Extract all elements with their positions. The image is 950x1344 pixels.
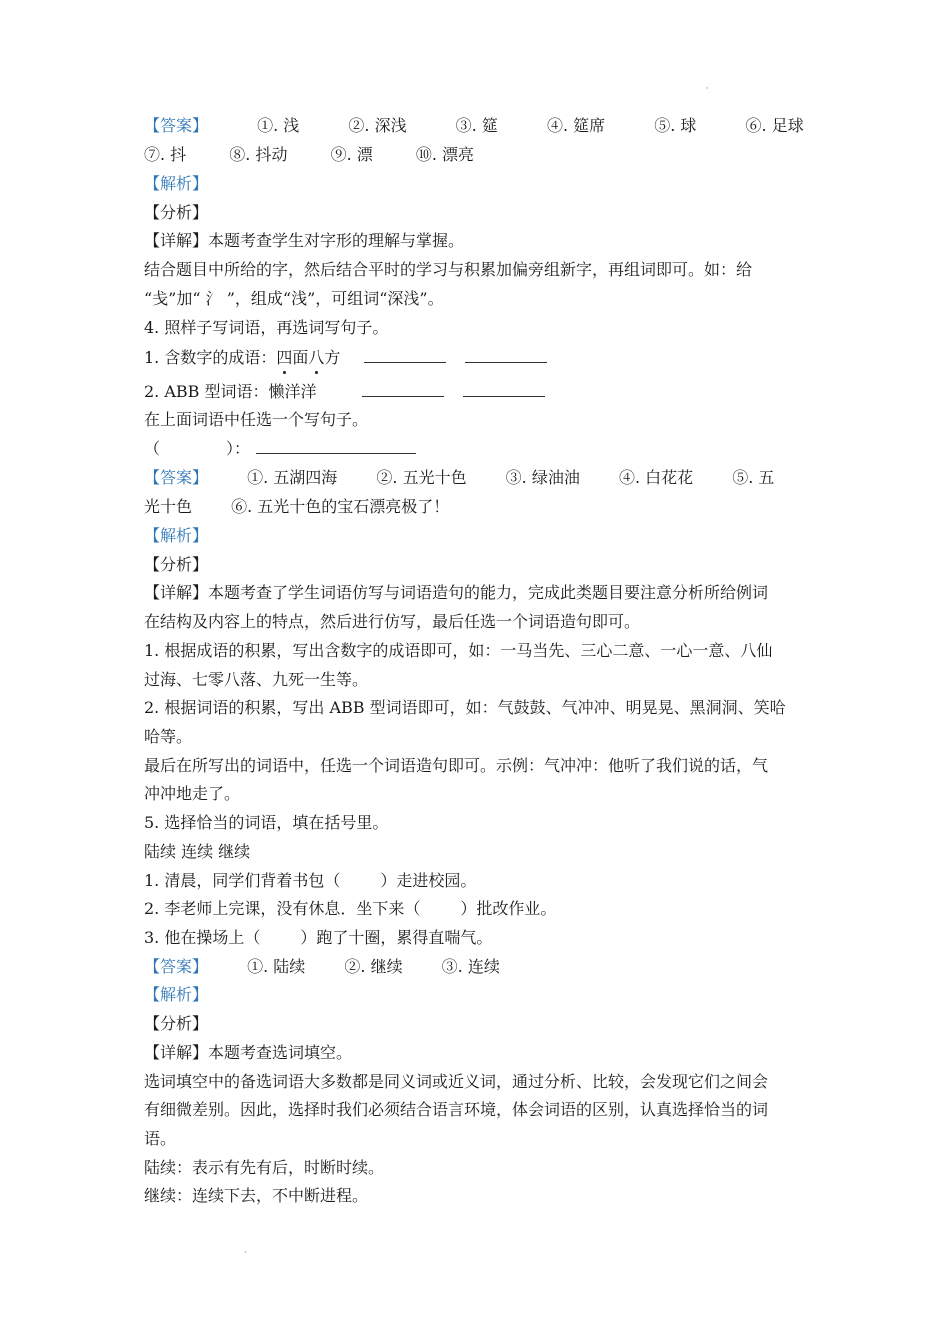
body-text: 2. 根据词语的积累，写出 ABB 型词语即可，如：气鼓鼓、气冲冲、明晃晃、黑洞洞、笑哈 [144, 698, 786, 717]
question-line [144, 380, 545, 404]
sentence-part: 2. 李老师上完课，没有休息．坐下来（ [144, 899, 421, 918]
body-text: 冲冲地走了。 [144, 784, 241, 803]
answer-item: ①. 浅 [257, 116, 300, 135]
word-options: 陆续 连续 继续 [144, 842, 251, 861]
body-text: 最后在所写出的词语中，任选一个词语造句即可。示例：气冲冲：他听了我们说的话，气 [144, 756, 769, 775]
example-char: 面 [292, 348, 309, 367]
answer-row [144, 495, 449, 519]
fenxi-tag: 【分析】 [144, 1014, 209, 1033]
answer-blank[interactable] [364, 348, 446, 363]
body-text: 语。 [144, 1129, 177, 1148]
question-line [144, 926, 492, 950]
answer-item: ④. 筵席 [546, 116, 606, 135]
open-paren: （ [144, 439, 161, 458]
answer-row [144, 955, 500, 979]
answer-item: ⑩. 漂亮 [415, 145, 475, 164]
body-text: 有细微差别。因此，选择时我们必须结合语言环境，体会词语的区别，认真选择恰当的词 [144, 1100, 769, 1119]
answer-blank[interactable] [465, 348, 547, 363]
answer-item: ④. 白花花 [618, 468, 694, 487]
analysis-tag: 【解析】 [144, 985, 209, 1004]
line-label: 2. ABB 型词语：懒洋洋 [144, 382, 317, 401]
answer-item: ③. 筵 [455, 116, 498, 135]
question-title: 4. 照样子写词语，再选词写句子。 [144, 318, 389, 337]
answer-item: ⑤. 球 [654, 116, 697, 135]
body-text: 过海、七零八落、九死一生等。 [144, 670, 369, 689]
answer-item: ③. 绿油油 [505, 468, 580, 487]
answer-item: ①. 五湖四海 [247, 468, 338, 487]
detail-text: 【详解】本题考查了学生词语仿写与词语造句的能力，完成此类题目要注意分析所给例词 [144, 583, 769, 602]
sentence-part: ）走进校园。 [380, 871, 477, 890]
body-text: 选词填空中的备选词语大多数都是同义词或近义词，通过分析、比较，会发现它们之间会 [144, 1072, 769, 1091]
answer-blank[interactable] [463, 382, 545, 397]
answer-row [144, 143, 474, 167]
answer-item: ②. 深浅 [348, 116, 407, 135]
fenxi-tag: 【分析】 [144, 203, 209, 222]
answer-row [144, 114, 804, 138]
answer-item: ⑨. 漂 [330, 145, 373, 164]
answer-row [144, 466, 774, 490]
answer-tag: 【答案】 [144, 116, 209, 135]
body-text: 1. 根据成语的积累，写出含数字的成语即可，如：一马当先、三心二意、一心一意、八仙 [144, 641, 773, 660]
answer-item: ②. 继续 [344, 957, 403, 976]
body-text: “戋”加“ 氵 ”，组成“浅”，可组词“深浅”。 [144, 289, 444, 308]
example-char: 八 [308, 346, 324, 370]
close-paren: ）： [226, 439, 251, 458]
answer-blank[interactable] [362, 382, 444, 397]
line-label: 1. 含数字的成语： [144, 348, 277, 367]
question-line [144, 897, 556, 921]
answer-tag: 【答案】 [144, 468, 209, 487]
body-text: 结合题目中所给的字，然后结合平时的学习与积累加偏旁组新字，再组词即可。如：给 [144, 260, 753, 279]
body-text: 陆续：表示有先有后，时断时续。 [144, 1158, 385, 1177]
fenxi-tag: 【分析】 [144, 555, 209, 574]
analysis-tag: 【解析】 [144, 526, 209, 545]
sentence-part: 3. 他在操场上（ [144, 928, 261, 947]
detail-text: 【详解】本题考查选词填空。 [144, 1043, 353, 1062]
example-char: 方 [324, 348, 341, 367]
question-line [144, 437, 416, 461]
answer-item: ③. 连续 [441, 957, 500, 976]
detail-text: 在结构及内容上的特点，然后进行仿写，最后任选一个词语造句即可。 [144, 612, 641, 631]
question-line: 在上面词语中任选一个写句子。 [144, 410, 369, 429]
sentence-part: ）批改作业。 [460, 899, 557, 918]
sentence-part: 1. 清晨，同学们背着书包（ [144, 871, 341, 890]
question-line [144, 869, 476, 893]
corner-mark: · [706, 84, 709, 93]
answer-item: ⑤. 五 [732, 468, 775, 487]
answer-item: ⑧. 抖动 [229, 145, 288, 164]
sentence-part: ）跑了十圈，累得直喘气。 [300, 928, 493, 947]
answer-item: ⑥. 足球 [745, 116, 804, 135]
body-text: 哈等。 [144, 727, 193, 746]
answer-item: ⑥. 五光十色的宝石漂亮极了！ [231, 497, 450, 516]
answer-item: ⑦. 抖 [144, 145, 187, 164]
question-title: 5. 选择恰当的词语，填在括号里。 [144, 813, 389, 832]
bottom-mark: · [244, 1248, 247, 1257]
sentence-blank[interactable] [256, 439, 416, 454]
answer-item: ①. 陆续 [247, 957, 306, 976]
detail-text: 【详解】本题考查学生对字形的理解与掌握。 [144, 231, 465, 250]
analysis-tag: 【解析】 [144, 174, 209, 193]
answer-item: 光十色 [144, 497, 193, 516]
example-char: 四 [276, 346, 292, 370]
question-line [144, 346, 547, 370]
body-text: 继续：连续下去，不中断进程。 [144, 1186, 369, 1205]
answer-tag: 【答案】 [144, 957, 209, 976]
answer-item: ②. 五光十色 [376, 468, 467, 487]
